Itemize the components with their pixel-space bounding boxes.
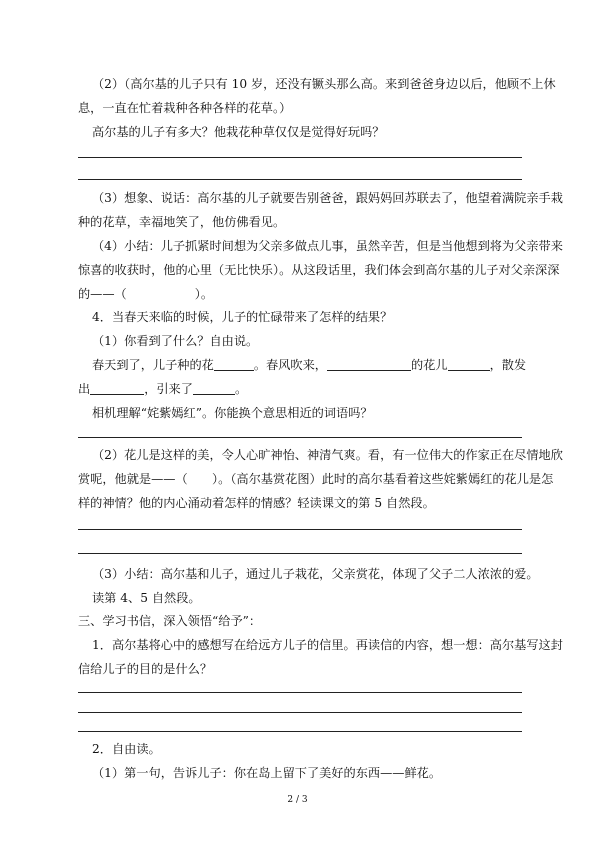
fill-in-blank[interactable]	[193, 382, 235, 395]
paragraph-line: （3）想象、说话：高尔基的儿子就要告别爸爸，跟妈妈回苏联去了，他望着满院亲手栽	[92, 191, 563, 205]
text-segment: ，散发	[489, 358, 527, 372]
paragraph-line: 1．高尔基将心中的感想写在给远方儿子的信里。再读信的内容，想一想：高尔基写这封	[92, 638, 563, 652]
paragraph-line: 惊喜的收获时，他的心里（无比快乐）。从这段话里，我们体会到高尔基的儿子对父亲深深	[78, 263, 560, 277]
paragraph-line: （2）花儿是这样的美，令人心旷神怡、神清气爽。看，有一位伟大的作家正在尽情地欣	[92, 448, 563, 462]
fill-in-blank[interactable]	[448, 358, 490, 371]
text-segment: 春天到了，儿子种的花	[92, 358, 214, 372]
text-segment: 。春风吹来，	[253, 358, 327, 372]
text-segment: 。	[234, 382, 248, 396]
answer-line[interactable]	[78, 529, 522, 530]
paragraph-line: 信给儿子的目的是什么？	[78, 662, 213, 676]
question-text: （1）你看到了什么？自由说。	[92, 334, 259, 348]
answer-line[interactable]	[78, 437, 522, 438]
paragraph-line: （1）第一句，告诉儿子：你在岛上留下了美好的东西——鲜花。	[92, 766, 442, 780]
answer-line[interactable]	[78, 692, 522, 693]
fill-in-blank[interactable]	[90, 382, 144, 395]
paragraph-line: 赏呢，他就是——（ ）。（高尔基赏花图）此时的高尔基看着这些姹紫嫣红的花儿是怎	[78, 472, 554, 486]
question-text: 高尔基的儿子有多大？他栽花种草仅仅是觉得好玩吗？	[92, 125, 385, 139]
paragraph-line: （2）（高尔基的儿子只有 10 岁，还没有镢头那么高。来到爸爸身边以后，他顾不上休	[92, 77, 556, 91]
question-heading: 4．当春天来临的时候，儿子的忙碌带来了怎样的结果？	[92, 310, 393, 324]
paragraph-line: （4）小结：儿子抓紧时间想为父亲多做点儿事，虽然辛苦，但是当他想到将为父亲带来	[92, 239, 563, 253]
answer-line[interactable]	[78, 712, 522, 713]
text-segment: 的花儿	[411, 358, 448, 372]
answer-line[interactable]	[78, 157, 522, 158]
text-segment: 的——（	[78, 287, 127, 301]
question-text: 相机理解“姹紫嫣红”。你能换个意思相近的词语吗？	[92, 406, 373, 420]
section-heading: 三、学习书信，深入领悟“给予”：	[78, 614, 262, 628]
fill-in-blank[interactable]	[327, 358, 411, 371]
fill-in-blank[interactable]	[214, 358, 254, 371]
answer-line[interactable]	[78, 179, 522, 180]
page-number: 2 / 3	[287, 795, 308, 805]
answer-line[interactable]	[78, 553, 522, 554]
fill-in-line	[92, 357, 526, 373]
text-segment: 出	[78, 382, 91, 396]
text-segment: ，引来了	[144, 382, 193, 396]
paragraph-line: 读第 4、5 自然段。	[92, 591, 201, 605]
paragraph-line: 种的花草，幸福地笑了，他仿佛看见。	[78, 215, 286, 229]
paragraph-line: 2．自由读。	[92, 742, 161, 756]
fill-in-line	[78, 381, 247, 397]
answer-line[interactable]	[78, 731, 522, 732]
text-segment: ）。	[194, 287, 214, 301]
paragraph-line: 息，一直在忙着栽种各种各样的花草。）	[78, 101, 292, 115]
paragraph-line: （3）小结：高尔基和儿子，通过儿子栽花，父亲赏花，体现了父子二人浓浓的爱。	[92, 567, 539, 581]
paragraph-line: 样的神情？他的内心涌动着怎样的情感？轻读课文的第 5 自然段。	[78, 496, 435, 510]
fill-in-line	[78, 286, 213, 302]
